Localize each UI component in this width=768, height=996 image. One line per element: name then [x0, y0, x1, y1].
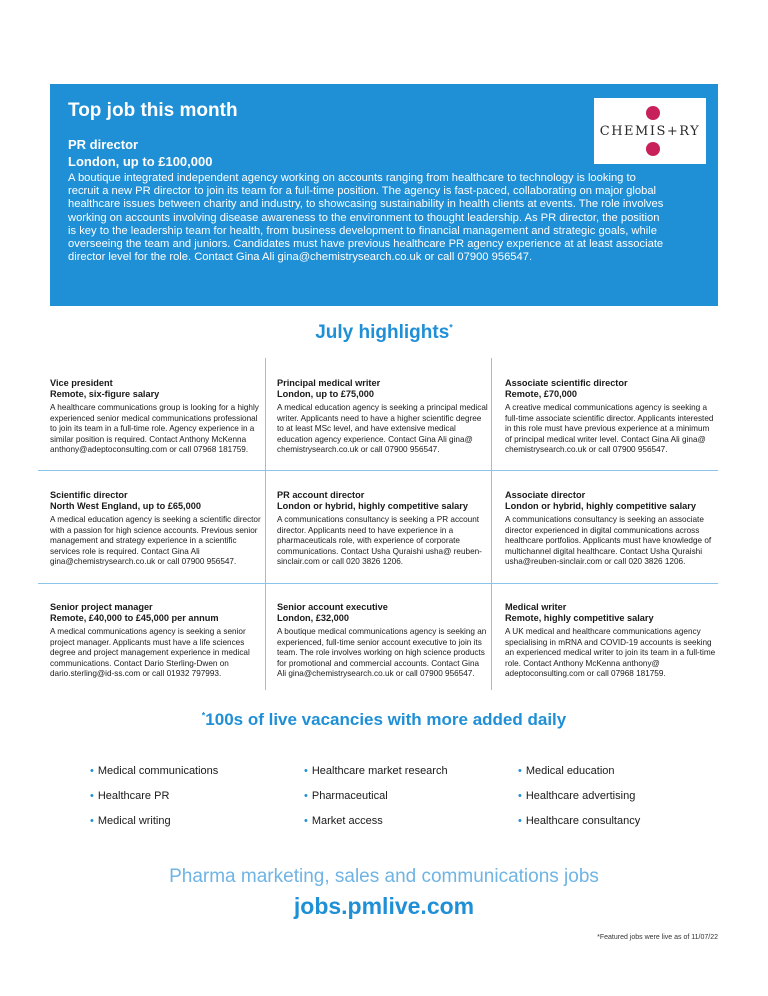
chemistry-logo	[594, 98, 706, 164]
category-item[interactable]: • Medical education	[518, 765, 615, 777]
job-description: A healthcare communications group is looking for a highly experienced senior medical communications professional to join its team in a full-time role. Agency experience in a similar position is required. Contact Anthony McKenna anthony@adeptoconsulting.com or call 07968 181759.	[50, 403, 259, 454]
job-card[interactable]	[505, 602, 717, 680]
job-description: A creative medical communications agency is seeking a full-time associate scientific director. Applicants interested in this role must have previous experience at a minimum of principal medical writer level. Contact Gina Ali gina@ chemistrysearch.co.uk or call 07900 956547.	[505, 403, 714, 454]
job-card[interactable]	[505, 490, 717, 568]
category-item[interactable]: • Healthcare consultancy	[518, 815, 640, 827]
top-job-banner	[50, 84, 718, 306]
category-item[interactable]: • Medical writing	[90, 815, 171, 827]
vacancies-marker: *	[201, 710, 206, 721]
category-item[interactable]: • Healthcare PR	[90, 790, 169, 802]
logo-bottom-dot	[646, 142, 660, 156]
footnote: *Featured jobs were live as of 11/07/22	[597, 934, 718, 941]
job-title: Vice president	[50, 378, 113, 388]
job-title: Medical writer	[505, 602, 567, 612]
job-title: Principal medical writer	[277, 378, 381, 388]
banner-title: Top job this month	[68, 100, 238, 121]
vacancies-title-text: 100s of live vacancies with more added daily	[205, 710, 567, 729]
job-subtitle: Remote, highly competitive salary	[505, 613, 654, 623]
highlights-title-text: July highlights	[315, 322, 450, 343]
highlights-marker: *	[449, 322, 453, 333]
job-subtitle: Remote, £70,000	[505, 389, 578, 399]
job-card[interactable]	[505, 378, 717, 456]
job-subtitle: London or hybrid, highly competitive salary	[505, 501, 696, 511]
banner-description: A boutique integrated independent agency working on accounts ranging from healthcare to technology is looking to recruit a new PR director to join its team for a full-time position. The agency is fast-paced, collaborating on major global healthcare issues between charity and industry, to showcasing sustainability in health clients at events. The role involves working on accounts involving disease awareness to the environment to thought leadership. As PR director, the position is key to the leadership team for health, from business development to financial management and strategic goals, while overseeing the team and juniors. Candidates must have previous healthcare PR agency experience at at least associate director level for the role. Contact Gina Ali gina@chemistrysearch.co.uk or call 07900 956547.	[68, 172, 664, 264]
job-title: Senior account executive	[277, 602, 388, 612]
job-description: A medical education agency is seeking a principal medical writer. Applicants need to have a higher scientific degree to at least MSc level, and have extensive medical education agency experience. Contact Gina Ali gina@ chemistrysearch.co.uk or call 07900 956547.	[277, 403, 488, 454]
job-description: A medical communications agency is seeking a senior project manager. Applicants must have a life sciences degree and project management experience in medical communications. Contact Dario Sterling-Dwen on dario.sterling@id-ss.com or call 01932 797993.	[50, 627, 250, 678]
job-subtitle: Remote, six-figure salary	[50, 389, 160, 399]
category-item[interactable]: • Healthcare market research	[304, 765, 448, 777]
job-subtitle: London, £32,000	[277, 613, 349, 623]
job-subtitle: London or hybrid, highly competitive salary	[277, 501, 468, 511]
banner-location-salary: London, up to £100,000	[68, 154, 213, 169]
job-description: A UK medical and healthcare communications agency specialising in mRNA and COVID-19 accounts is seeking an experienced medical writer to join its team in a full-time role. Contact Anthony McKenna anthony@ adeptoconsulting.com or call 07968 181759.	[505, 627, 716, 678]
grid-divider	[265, 358, 266, 690]
job-subtitle: North West England, up to £65,000	[50, 501, 201, 511]
category-item[interactable]: • Market access	[304, 815, 383, 827]
job-description: A communications consultancy is seeking a PR account director. Applicants need to have experience in a pharmaceuticals role, with experience of corporate communications. Contact Usha Quraishi usha@ reuben-sinclair.com or call 020 3826 1206.	[277, 515, 482, 566]
tagline: Pharma marketing, sales and communications jobs	[169, 866, 599, 887]
job-description: A communications consultancy is seeking an associate director experienced in digital communications across healthcare portfolios. Applicants must have knowledge of multichannel digital healthcare. Contact Usha Quraishi usha@reuben-sinclair.com or call 020 3826 1206.	[505, 515, 712, 566]
job-card[interactable]	[50, 602, 262, 680]
job-card[interactable]	[277, 490, 489, 568]
grid-divider	[491, 358, 492, 690]
job-card[interactable]	[277, 602, 489, 680]
grid-divider	[38, 583, 718, 584]
job-description: A boutique medical communications agency is seeking an experienced, full-time senior account executive to join its team. The role involves working on high science products for promotional and commercial accounts. Contact Gina Ali gina@chemistrysearch.co.uk or call 07900 956547.	[277, 627, 487, 678]
grid-divider	[38, 470, 718, 471]
logo-wordmark: CHEMIS+RY	[599, 123, 701, 139]
job-card[interactable]	[50, 490, 262, 568]
vacancies-title	[0, 710, 768, 730]
logo-top-dot	[646, 106, 660, 120]
job-card[interactable]	[277, 378, 489, 456]
category-item[interactable]: • Pharmaceutical	[304, 790, 388, 802]
job-title: Associate scientific director	[505, 378, 628, 388]
job-title: Scientific director	[50, 490, 128, 500]
job-description: A medical education agency is seeking a scientific director with a passion for high science accounts. Previous senior management and strategy experience in a scientific services role is required. Contact Gina Ali gina@chemistrysearch.co.uk or call 07900 956547.	[50, 515, 261, 566]
job-title: Senior project manager	[50, 602, 153, 612]
banner-role: PR director	[68, 137, 139, 152]
highlights-title	[0, 322, 768, 344]
category-item[interactable]: • Healthcare advertising	[518, 790, 635, 802]
site-link[interactable]: jobs.pmlive.com	[293, 893, 475, 919]
job-subtitle: London, up to £75,000	[277, 389, 374, 399]
job-title: Associate director	[505, 490, 586, 500]
category-item[interactable]: • Medical communications	[90, 765, 218, 777]
job-title: PR account director	[277, 490, 365, 500]
job-subtitle: Remote, £40,000 to £45,000 per annum	[50, 613, 219, 623]
job-card[interactable]	[50, 378, 262, 456]
